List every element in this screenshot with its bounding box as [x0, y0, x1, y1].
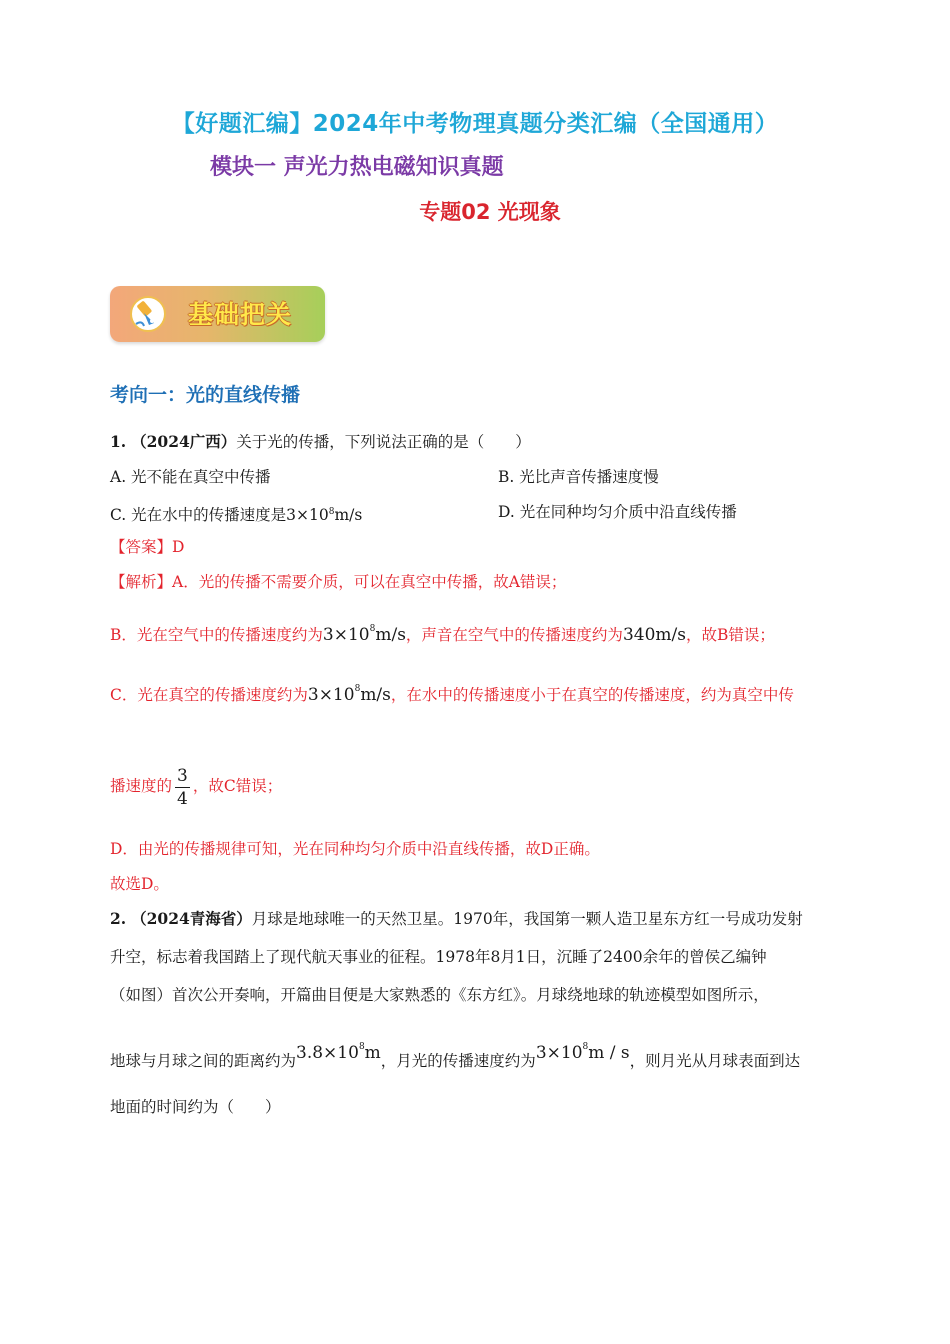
analysis-b	[110, 618, 775, 646]
question-2-line-2: 升空，标志着我国踏上了现代航天事业的征程。1978年8月1日，沉睡了2400余年的曾侯乙编钟	[110, 948, 767, 966]
fraction-denominator: 4	[177, 788, 188, 809]
moonlight-speed-formula	[536, 1043, 630, 1063]
earth-moon-distance-formula	[296, 1043, 381, 1063]
analysis-a: 【解析】A．光的传播不需要介质，可以在真空中传播，故A错误；	[110, 573, 567, 591]
section-badge	[110, 286, 325, 342]
question-text: 关于光的传播，下列说法正确的是（ ）	[236, 433, 531, 451]
question-2-line-1	[110, 908, 803, 930]
analysis-c-continued	[110, 762, 282, 810]
formula-exponent: 8	[358, 1042, 365, 1052]
question-number: 1.	[110, 432, 127, 451]
three-quarters-fraction	[175, 765, 190, 810]
formula-exponent: 8	[369, 624, 376, 634]
section-heading: 考向一：光的直线传播	[110, 384, 301, 406]
analysis-c-text-4: ，故C错误；	[192, 777, 283, 795]
answer: 【答案】D	[110, 538, 185, 556]
option-a: A. 光不能在真空中传播	[110, 468, 271, 486]
speed-of-sound-formula: 340m/s	[622, 625, 686, 645]
formula-base: 3.8×10	[296, 1043, 359, 1063]
formula-unit: m	[364, 1043, 381, 1063]
option-c-unit: m/s	[334, 506, 363, 525]
document-main-title: 【好题汇编】2024年中考物理真题分类汇编（全国通用）	[171, 111, 779, 137]
formula-unit: m/s	[375, 625, 406, 645]
module-title: 模块一 声光力热电磁知识真题	[210, 155, 504, 180]
question-number: 2.	[110, 909, 127, 928]
analysis-c-text-2: ，在水中的传播速度小于在真空的传播速度，约为真空中传	[390, 686, 794, 704]
question-text: 月球是地球唯一的天然卫星。1970年，我国第一颗人造卫星东方红一号成功发射	[251, 910, 803, 928]
badge-label: 基础把关	[188, 300, 293, 329]
formula-exponent: 8	[354, 684, 361, 694]
option-c-text: C. 光在水中的传播速度是3×10	[110, 506, 329, 525]
option-c-exponent: 8	[328, 507, 335, 517]
pen-nib-icon	[130, 296, 166, 332]
formula-unit: m / s	[588, 1043, 630, 1063]
question-2-line-5: 地面的时间约为（ ）	[110, 1098, 281, 1116]
analysis-b-text-1: B．光在空气中的传播速度约为	[110, 626, 323, 644]
analysis-d: D．由光的传播规律可知，光在同种均匀介质中沿直线传播，故D正确。	[110, 840, 600, 858]
speed-of-light-formula	[323, 625, 406, 645]
conclusion: 故选D。	[110, 875, 169, 893]
formula-base: 3×10	[535, 1043, 583, 1063]
formula-base: 3×10	[307, 685, 355, 705]
formula-unit: m/s	[360, 685, 391, 705]
formula-base: 3×10	[322, 625, 370, 645]
question-source: （2024青海省）	[131, 909, 252, 928]
question-text: ，则月光从月球表面到达	[629, 1052, 801, 1070]
question-2-line-3: （如图）首次公开奏响，开篇曲目便是大家熟悉的《东方红》。月球绕地球的轨迹模型如图所示，	[110, 986, 769, 1004]
option-c	[110, 501, 362, 526]
analysis-c	[110, 678, 794, 706]
analysis-b-text-2: ，声音在空气中的传播速度约为	[405, 626, 623, 644]
question-text: 地球与月球之间的距离约为	[110, 1052, 297, 1070]
question-1-stem	[110, 431, 531, 453]
question-text: ，月光的传播速度约为	[380, 1052, 536, 1070]
fraction-numerator: 3	[177, 765, 188, 786]
analysis-c-text-1: C．光在真空的传播速度约为	[110, 686, 308, 704]
option-d: D. 光在同种均匀介质中沿直线传播	[498, 503, 737, 521]
formula-exponent: 8	[582, 1042, 589, 1052]
speed-of-light-formula	[308, 685, 391, 705]
analysis-c-text-3: 播速度的	[110, 777, 173, 795]
topic-title: 专题02 光现象	[419, 200, 561, 224]
option-b: B. 光比声音传播速度慢	[498, 468, 659, 486]
analysis-b-text-3: ，故B错误；	[685, 626, 775, 644]
question-source: （2024广西）	[131, 432, 237, 451]
question-2-line-4	[110, 1044, 800, 1072]
